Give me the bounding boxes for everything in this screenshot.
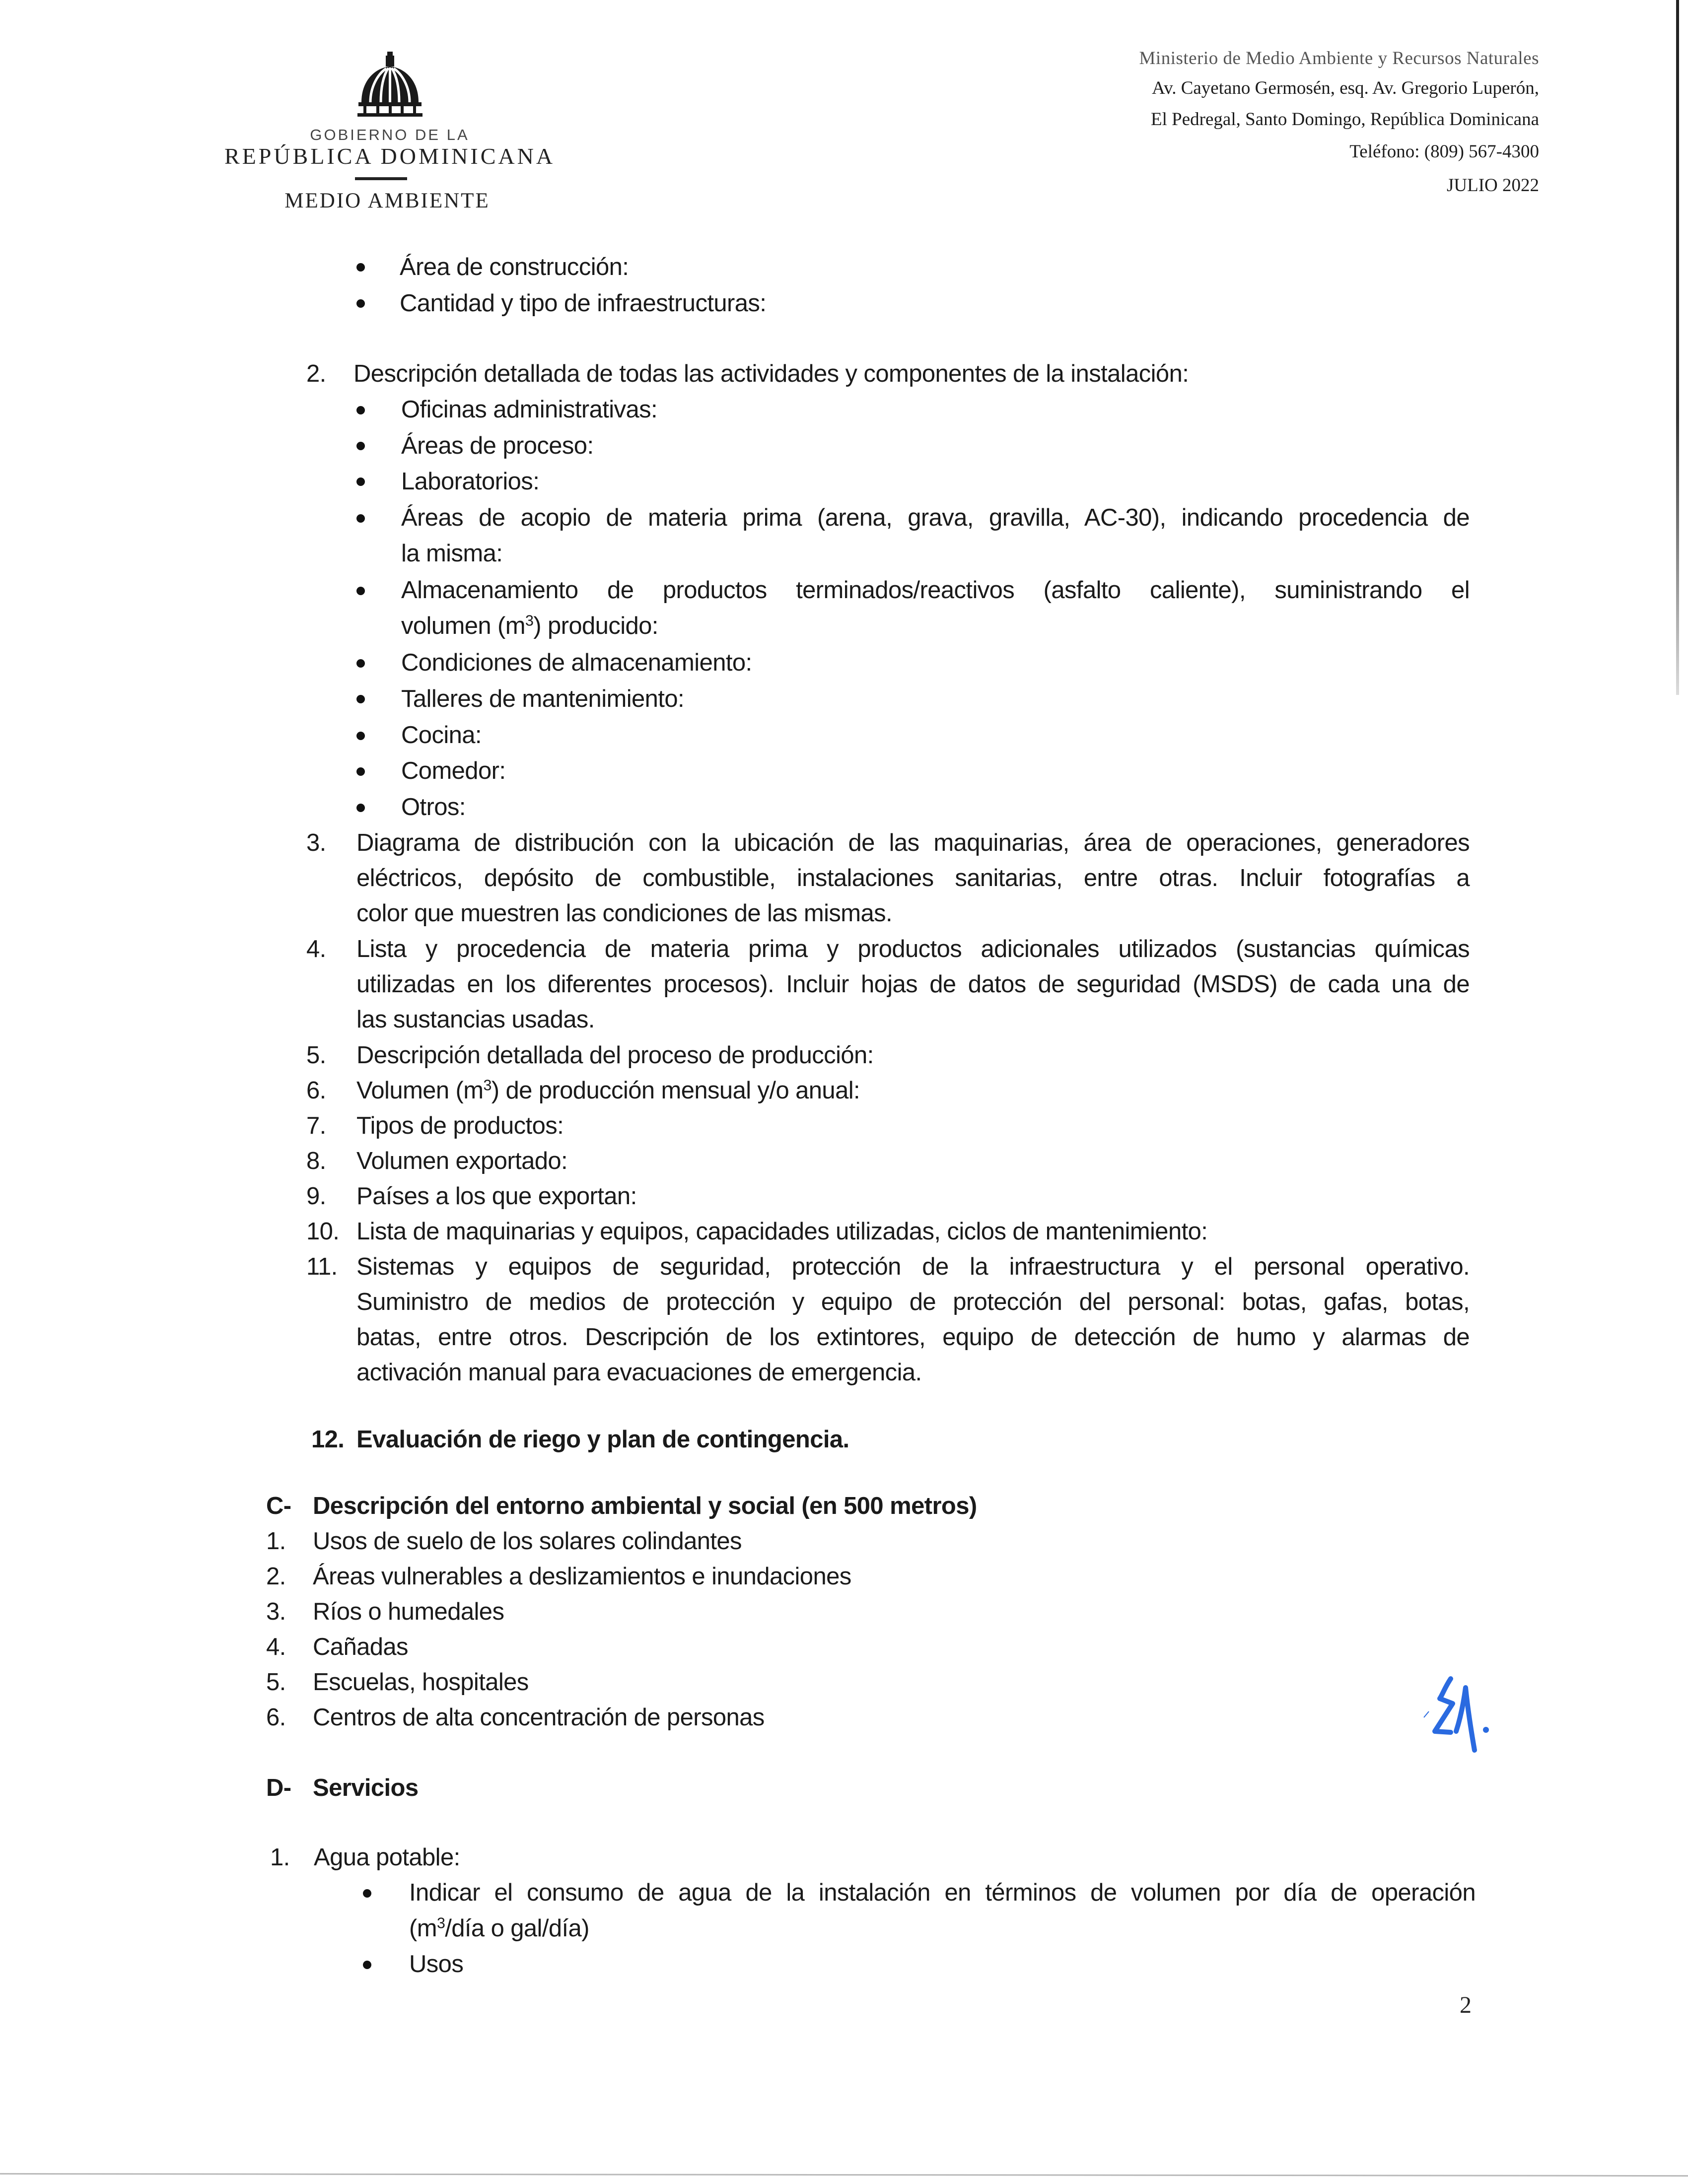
superscript: 3 (525, 612, 534, 629)
section-letter: C- (266, 1493, 291, 1519)
list-item: Áreas de proceso: (401, 432, 594, 459)
item-number: 5. (266, 1669, 286, 1696)
bullet-icon (356, 478, 365, 486)
bullet-icon (356, 406, 365, 414)
list-item: Cocina: (401, 722, 482, 749)
item-text: Volumen exportado: (356, 1148, 568, 1174)
scan-edge-line (1676, 0, 1679, 695)
list-item: Oficinas administrativas: (401, 396, 658, 423)
item-number: 4. (266, 1634, 286, 1660)
list-item: Comedor: (401, 757, 506, 784)
item-text (356, 1076, 860, 1105)
logo-line-republica: REPÚBLICA DOMINICANA (224, 143, 556, 169)
logo-line-medio-ambiente: MEDIO AMBIENTE (284, 189, 490, 212)
item-text: Escuelas, hospitales (313, 1669, 529, 1696)
item-number: 3. (306, 829, 326, 856)
item-text-continuation: color que muestren las condiciones de las mismas. (356, 900, 893, 927)
list-item: Usos (409, 1951, 464, 1978)
item-number: 6. (306, 1077, 326, 1104)
item-text: Agua potable: (314, 1844, 460, 1871)
superscript: 3 (436, 1914, 445, 1932)
list-item-continuation (409, 1913, 589, 1943)
text-fragment: /día o gal/día) (445, 1915, 589, 1942)
item-text: Países a los que exportan: (356, 1183, 637, 1210)
item-number: 9. (306, 1183, 326, 1210)
ministry-name: Ministerio de Medio Ambiente y Recursos Naturales (1139, 48, 1539, 68)
item-number: 3. (266, 1598, 286, 1625)
item-number: 5. (306, 1042, 326, 1069)
logo-divider (355, 177, 407, 180)
item-text: Cañadas (313, 1634, 408, 1660)
address-line-2: El Pedregal, Santo Domingo, República Dominicana (1151, 109, 1539, 130)
list-item: Almacenamiento de productos terminados/reactivos (asfalto caliente), suministrando el (401, 577, 1470, 604)
item-text-continuation: las sustancias usadas. (356, 1006, 595, 1033)
item-number: 2. (266, 1563, 286, 1590)
item-number: 2. (306, 360, 326, 387)
item-number: 4. (306, 936, 326, 962)
logo-line-gobierno: GOBIERNO DE LA (310, 126, 470, 143)
item-number: 7. (306, 1112, 326, 1139)
list-item: Otros: (401, 794, 466, 820)
phone-line: Teléfono: (809) 567-4300 (1349, 141, 1539, 162)
item-number: 11. (306, 1253, 338, 1280)
bullet-icon (356, 695, 365, 703)
bullet-icon (356, 804, 365, 812)
item-text: Sistemas y equipos de seguridad, protección de la infraestructura y el personal operativo. (356, 1253, 1470, 1280)
bullet-icon (356, 732, 365, 740)
item-number: 10. (306, 1218, 340, 1245)
text-fragment: volumen (m (401, 613, 525, 639)
list-item: Indicar el consumo de agua de la instalación en términos de volumen por día de operación (409, 1879, 1476, 1906)
handwritten-initials (1420, 1668, 1519, 1767)
section-letter: D- (266, 1774, 291, 1801)
bullet-icon (356, 442, 365, 450)
item-number: 8. (306, 1148, 326, 1174)
bullet-icon (356, 587, 365, 595)
item-text: Tipos de productos: (356, 1112, 564, 1139)
section-title: Descripción del entorno ambiental y social (en 500 metros) (313, 1493, 977, 1519)
list-item: Área de construcción: (400, 254, 629, 280)
item-text-continuation: activación manual para evacuaciones de emergencia. (356, 1359, 922, 1386)
text-fragment: ) producido: (533, 613, 658, 639)
scan-edge-line (0, 2173, 1688, 2177)
list-item-continuation: la misma: (401, 540, 503, 567)
item-text: Diagrama de distribución con la ubicación de las maquinarias, área de operaciones, generadores (356, 829, 1470, 856)
text-fragment: Volumen (m (356, 1077, 484, 1104)
text-fragment: ) de producción mensual y/o anual: (491, 1077, 860, 1104)
item-number: 1. (270, 1844, 290, 1871)
item-text: Áreas vulnerables a deslizamientos e inundaciones (313, 1563, 851, 1590)
item-text: Evaluación de riego y plan de contingencia. (356, 1426, 849, 1453)
list-item: Talleres de mantenimiento: (401, 685, 684, 712)
superscript: 3 (483, 1077, 492, 1094)
bullet-icon (356, 659, 365, 668)
bullet-icon (356, 263, 365, 272)
section-title: Servicios (313, 1774, 419, 1801)
list-item-continuation (401, 611, 658, 641)
list-item: Cantidad y tipo de infraestructuras: (400, 290, 767, 317)
address-line-1: Av. Cayetano Germosén, esq. Av. Gregorio Luperón, (1152, 78, 1539, 98)
item-text: Descripción detallada de todas las actividades y componentes de la instalación: (353, 360, 1189, 387)
item-number: 12. (311, 1426, 345, 1453)
bullet-icon (363, 1961, 371, 1969)
item-text: Centros de alta concentración de personas (313, 1704, 765, 1731)
item-text: Ríos o humedales (313, 1598, 504, 1625)
bullet-icon (356, 767, 365, 776)
item-text-continuation: batas, entre otros. Descripción de los extintores, equipo de detección de humo y alarmas de (356, 1324, 1470, 1351)
text-fragment: (m (409, 1915, 437, 1942)
item-text: Lista y procedencia de materia prima y productos adicionales utilizados (sustancias químicas (356, 936, 1470, 962)
item-number: 1. (266, 1528, 286, 1555)
bullet-icon (363, 1889, 371, 1898)
item-text-continuation: eléctricos, depósito de combustible, instalaciones sanitarias, entre otras. Incluir fotografías a (356, 865, 1470, 891)
list-item: Condiciones de almacenamiento: (401, 649, 752, 676)
item-text: Descripción detallada del proceso de producción: (356, 1042, 874, 1069)
item-number: 6. (266, 1704, 286, 1731)
document-date: JULIO 2022 (1446, 175, 1539, 196)
list-item: Laboratorios: (401, 468, 540, 495)
item-text-continuation: Suministro de medios de protección y equipo de protección del personal: botas, gafas, botas, (356, 1289, 1470, 1315)
dome-icon (356, 50, 423, 119)
bullet-icon (356, 514, 365, 523)
list-item: Áreas de acopio de materia prima (arena, grava, gravilla, AC-30), indicando procedencia de (401, 504, 1470, 531)
item-text: Usos de suelo de los solares colindantes (313, 1528, 742, 1555)
page-number: 2 (1460, 1992, 1472, 2018)
bullet-icon (356, 299, 365, 308)
item-text: Lista de maquinarias y equipos, capacidades utilizadas, ciclos de mantenimiento: (356, 1218, 1208, 1245)
item-text-continuation: utilizadas en los diferentes procesos). Incluir hojas de datos de seguridad (MSDS) de cada una de (356, 971, 1470, 998)
